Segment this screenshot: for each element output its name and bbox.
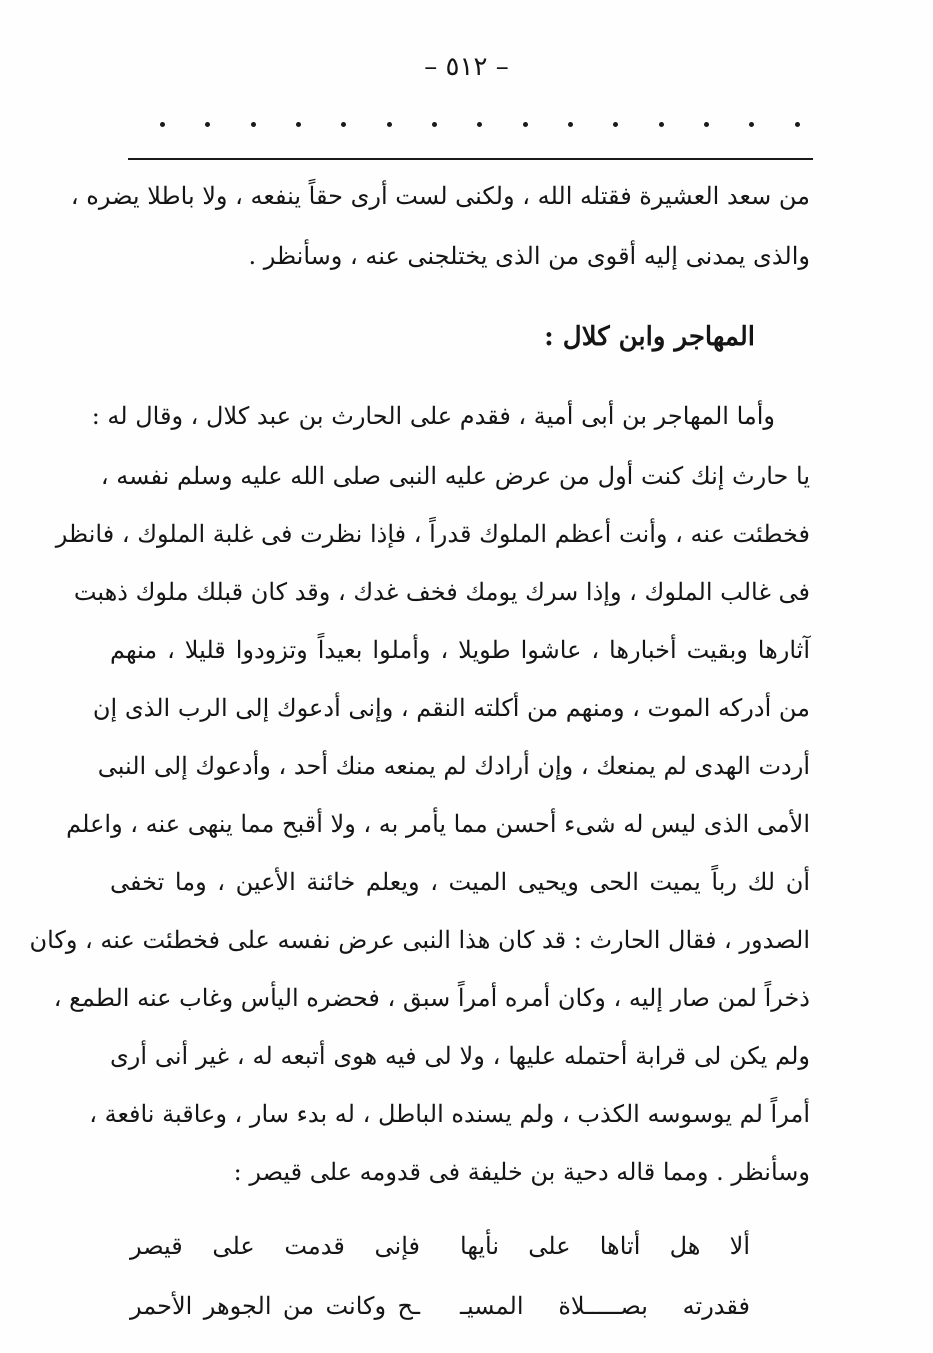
ornament-dot: [432, 122, 437, 127]
text-line: أردت الهدى لم يمنعك ، وإن أرادك لم يمنعه منك أحد ، وأدعوك إلى النبى: [97, 752, 810, 780]
ornament-dot: [296, 122, 301, 127]
text-line: والذى يمدنى إليه أقوى من الذى يختلجنى عنه ، وسأنظر .: [248, 242, 810, 270]
text-line: من أدركه الموت ، ومنهم من أكلته النقم ، وإنى أدعوك إلى الرب الذى إن: [92, 694, 810, 722]
text-line: وسأنظر . ومما قاله دحية بن خليفة فى قدومه على قيصر :: [233, 1158, 810, 1186]
text-line: الأمى الذى ليس له شىء أحسن مما يأمر به ، ولا أقبح مما ينهى عنه ، واعلم: [66, 810, 810, 838]
text-line: ولم يكن لى قرابة أحتمله عليها ، ولا لى فيه هوى أتبعه له ، غير أنى أرى: [110, 1042, 810, 1070]
ornament-dot: [477, 122, 482, 127]
header-rule: [128, 158, 813, 160]
ornament-dot: [523, 122, 528, 127]
text-line: يا حارث إنك كنت أول من عرض عليه النبى صلى الله عليه وسلم نفسه ،: [100, 462, 810, 490]
ornament-dot: [613, 122, 618, 127]
page-number: – ٥١٢ –: [424, 52, 509, 82]
verse-second-hemistich: فإنى قدمت على قيصر: [130, 1232, 420, 1260]
dotted-ornament: [160, 112, 800, 136]
ornament-dot: [568, 122, 573, 127]
verse-first-hemistich: فقدرته بصـــــلاة المسيـ: [460, 1292, 750, 1320]
ornament-dot: [387, 122, 392, 127]
text-line: الصدور ، فقال الحارث : قد كان هذا النبى عرض نفسه على فخطئت عنه ، وكان: [29, 926, 810, 954]
text-line: وأما المهاجر بن أبى أمية ، فقدم على الحارث بن عبد كلال ، وقال له :: [91, 402, 775, 430]
text-line: فخطئت عنه ، وأنت أعظم الملوك قدراً ، فإذا نظرت فى غلبة الملوك ، فانظر: [55, 520, 810, 548]
text-line: ذخراً لمن صار إليه ، وكان أمره أمراً سبق ، فحضره اليأس وغاب عنه الطمع ،: [53, 984, 810, 1012]
verse-first-hemistich: ألا هل أتاها على نأيها: [460, 1232, 750, 1260]
ornament-dot: [251, 122, 256, 127]
text-line: فى غالب الملوك ، وإذا سرك يومك فخف غدك ، وقد كان قبلك ملوك ذهبت: [73, 578, 810, 606]
verse-row: [130, 1226, 750, 1266]
ornament-dot: [205, 122, 210, 127]
verse-second-hemistich: ـح وكانت من الجوهر الأحمر: [130, 1292, 420, 1320]
ornament-dot: [341, 122, 346, 127]
verse-row: [130, 1286, 750, 1326]
ornament-dot: [160, 122, 165, 127]
section-heading: المهاجر وابن كلال :: [544, 322, 755, 352]
text-line: آثارها وبقيت أخبارها ، عاشوا طويلا ، وأملوا بعيداً وتزودوا قليلا ، منهم: [110, 636, 810, 664]
ornament-dot: [659, 122, 664, 127]
ornament-dot: [749, 122, 754, 127]
text-line: من سعد العشيرة فقتله الله ، ولكنى لست أرى حقاً ينفعه ، ولا باطلا يضره ،: [70, 182, 810, 210]
text-line: أن لك رباً يميت الحى ويحيى الميت ، ويعلم خائنة الأعين ، وما تخفى: [110, 868, 810, 896]
ornament-dot: [795, 122, 800, 127]
ornament-dot: [704, 122, 709, 127]
text-line: أمراً لم يوسوسه الكذب ، ولم يسنده الباطل ، له بدء سار ، وعاقبة نافعة ،: [89, 1100, 810, 1128]
